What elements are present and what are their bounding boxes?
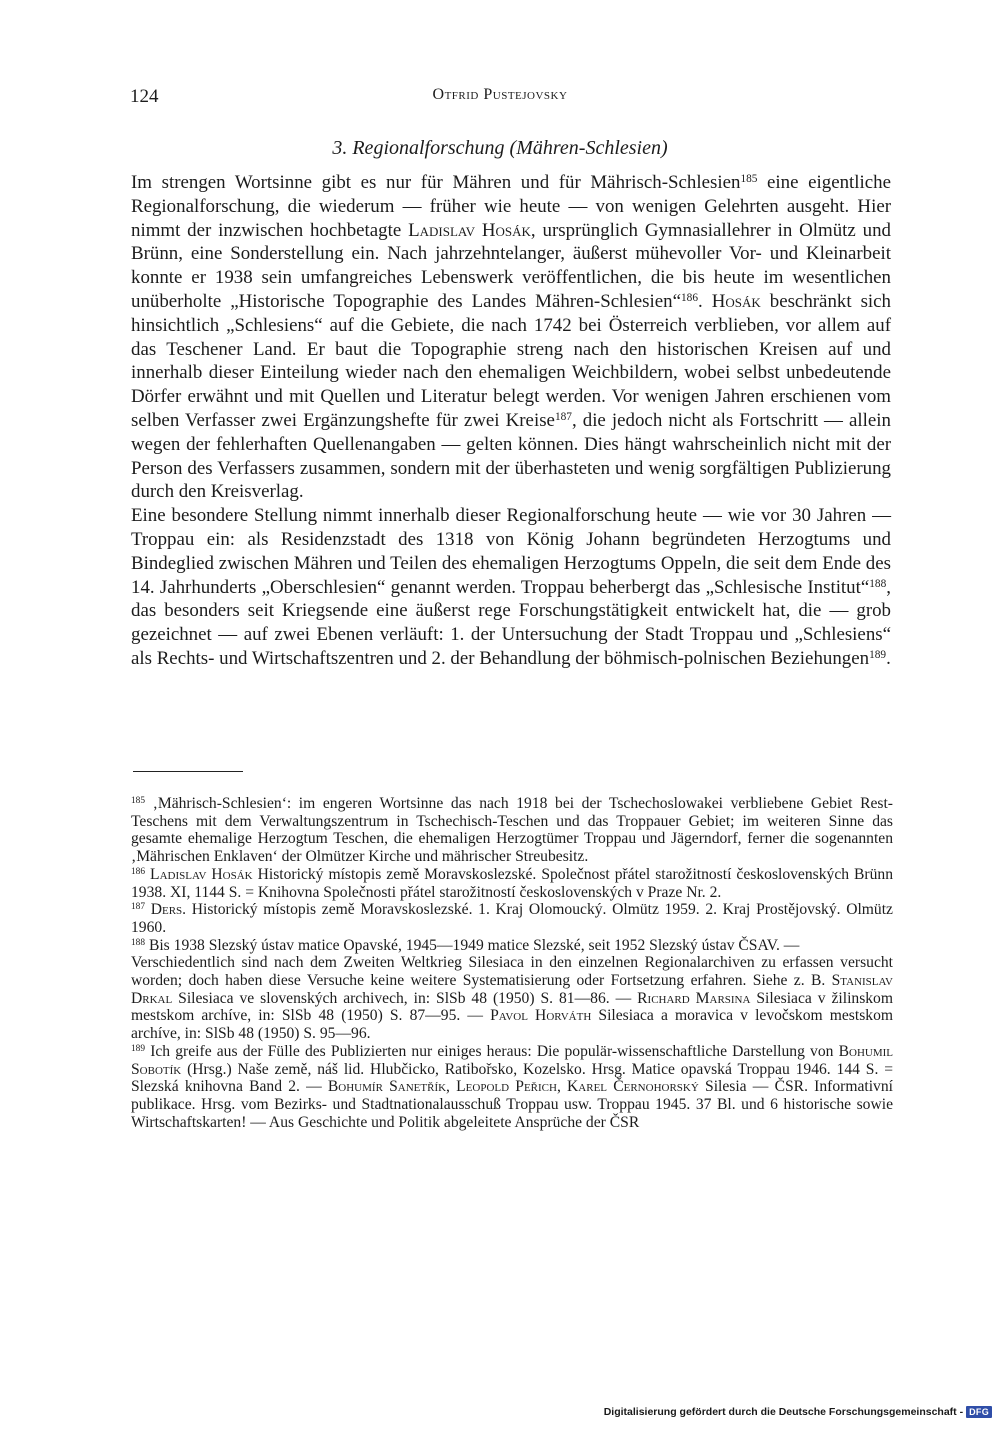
footnotes bbox=[131, 795, 893, 1131]
footnote-ref-185[interactable]: 185 bbox=[740, 172, 758, 185]
footnote-189: $^{189}$ Ich greife aus der Fülle des Publizierten nur einiges heraus: Die populär-wissenschaftliche Darstellung von Bohumil Sobotík (Hrsg.) Naše země, náš lid. Hlubčicko, Ratibořsko, Kozelsko. Hrsg. Matice opavská Troppau 1946. 144 S. = Slezská knihovna Band 2. — Bohumír Sanetřík, Leopold Peřich, Karel Černohorský Silesia — ČSR. Informativní publikace. Hrsg. vom Bezirks- und Stadtnationalausschuß Troppau usw. Troppau 1945. 37 Bl. und 6 historische sowie Wirtschaftskarten! — Aus Geschichte und Politik abgeleitete Ansprüche der ČSR bbox=[131, 1042, 893, 1131]
footnote-ref-188[interactable]: 188 bbox=[869, 577, 887, 590]
footnote-185: $^{185}$ ‚Mährisch-Schlesien‘: im engeren Wortsinne das nach 1918 bei der Tschechoslowakei verbliebene Gebiet Rest-Teschens mit dem Verwaltungszentrum in Tschechisch-Teschen und das Troppauer Gebiet; im weiteren Sinne das gesamte ehemalige Herzogtum Teschen, die ehemaligen Herzogtümer Troppau und Jägerndorf, ferner die sogenannten ‚Mährischen Enklaven‘ der Olmützer Kirche und mährischer Streubesitz. bbox=[131, 795, 893, 866]
footnote-ref-186[interactable]: 186 bbox=[681, 291, 698, 304]
digitization-note: Digitalisierung gefördert durch die Deutsche Forschungsgemeinschaft - bbox=[603, 1406, 964, 1418]
footnote-ref-189[interactable]: 189 bbox=[869, 648, 887, 661]
page-number: 124 bbox=[130, 86, 159, 107]
dfg-logo-icon: DFG bbox=[966, 1406, 992, 1418]
digitization-credit bbox=[604, 1406, 992, 1418]
running-head: Otfrid Pustejovsky bbox=[432, 86, 568, 103]
main-text bbox=[131, 171, 891, 671]
footnote-divider bbox=[133, 771, 243, 772]
footnote-188: $^{188}$ Bis 1938 Slezský ústav matice Opavské, 1945—1949 matice Slezské, seit 1952 Slezský ústav ČSAV. — bbox=[131, 936, 800, 954]
footnote-186: $^{186}$ Ladislav Hosák Historický místopis země Moravskoslezské. Společnost přátel starožitností československých Brünn 1938. XI, 1144 S. = Knihovna Společnosti přátel starožitností československých v Praze Nr. 2. bbox=[131, 865, 894, 901]
footnote-187: $^{187}$ Ders. Historický místopis země Moravskoslezské. 1. Kraj Olomoucký. Olmütz 1959. 2. Kraj Prostějovský. Olmütz 1960. bbox=[131, 901, 893, 936]
section-heading: 3. Regionalforschung (Mähren-Schlesien) bbox=[332, 137, 668, 159]
paragraph-2: Eine besondere Stellung nimmt innerhalb dieser Regionalforschung heute — wie vor 30 Jahren — Troppau ein: als Residenzstadt des 1318 von König Johann begründeten Herzogtums und Bindeglied zwischen Mähren und Teilen des ehemaligen Herzogtums Oppeln, die seit dem Ende des 14. Jahrhunderts „Oberschlesien“ genannt werden. Troppau beherbergt das „Schlesische Institut“$^{188}$, das besonders seit Kriegsende eine äußerst rege Forschungstätigkeit entwickelt hat, die — grob gezeichnet — auf zwei Ebenen verläuft: 1. der Untersuchung der Stadt Troppau und „Schlesiens“ als Rechts- und Wirtschaftszentren und 2. der Behandlung der böhmisch-polnischen Beziehungen$^{189}$. bbox=[131, 505, 891, 669]
footnote-188-continuation: Verschiedentlich sind nach dem Zweiten Weltkrieg Silesiaca in den einzelnen Regionalarchiven zu erfassen versucht worden; doch haben diese Versuche keine weitere Systematisierung oder Fortsetzung erfahren. Siehe z. B. Stanislav Drkal Silesiaca ve slovenských archivech, in: SlSb 48 (1950) S. 81—86. — Richard Marsina Silesiaca v žilinskom mestskom archíve, in: SlSb 48 (1950) S. 87—95. — Pavol Horváth Silesiaca a moravica v levočskom mestskom archíve, in: SlSb 48 (1950) S. 95—96. bbox=[131, 954, 893, 1043]
author-name: Hosák bbox=[711, 290, 761, 312]
author-name: Ladislav Hosák bbox=[408, 219, 531, 241]
footnote-ref-187[interactable]: 187 bbox=[554, 410, 572, 423]
paragraph-1: Im strengen Wortsinne gibt es nur für Mähren und für Mährisch-Schlesien$^{185}$ eine eigentliche Regionalforschung, die wiederum — früher wie heute — von wenigen Gelehrten ausgeht. Hier nimmt der inzwischen hochbetagte Ladislav Hosák, ursprünglich Gymnasiallehrer in Olmütz und Brünn, eine Sonderstellung ein. Nach jahrzehntelanger, äußerst mühevoller Vor- und Kleinarbeit konnte er 1938 sein umfangreiches Lebenswerk veröffentlichen, die bis heute im wesentlichen unüberholte „Historische Topographie des Landes Mähren-Schlesien“$^{186}$. Hosák beschränkt sich hinsichtlich „Schlesiens“ auf die Gebiete, die nach 1742 bei Österreich verblieben, vor allem auf das Teschener Land. Er baut die Topographie streng nach den historischen Kreisen auf und innerhalb dieser Einteilung wieder nach den ehemaligen Weichbildern, wobei selbst unbedeutende Dörfer erwähnt und mit Quellen und Literatur belegt werden. Vor wenigen Jahren erschienen vom selben Verfasser zwei Ergänzungshefte für zwei Kreise$^{187}$, die jedoch nicht als Fortschritt — allein wegen der fehlerhaften Quellenangaben — gelten können. Dies hängt wahrscheinlich nicht mit der Person des Verfassers zusammen, sondern mit der überhasteten und wenig sorgfältigen Publizierung durch den Kreisverlag. bbox=[131, 172, 891, 503]
